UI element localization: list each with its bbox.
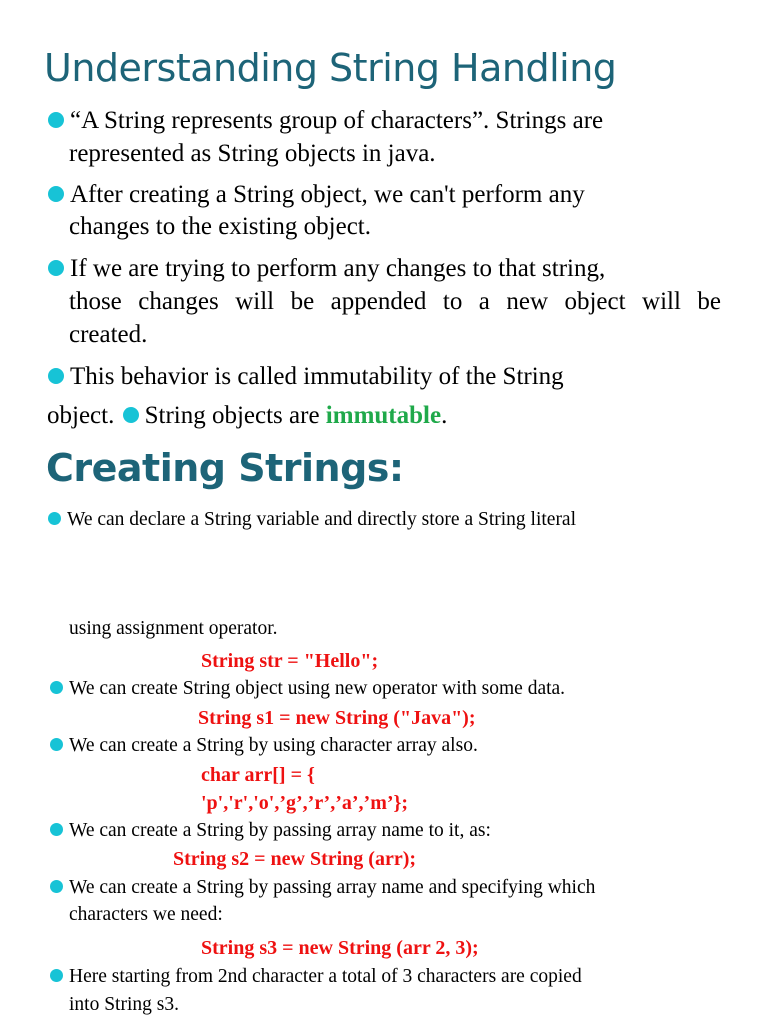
item-6: [48, 964, 582, 990]
item-5-continuation: characters we need:: [69, 904, 223, 925]
bullet-dot-icon: [50, 880, 63, 893]
bullet-4-line-1: This behavior is called immutability of the String: [70, 363, 564, 390]
item-1-continuation: using assignment operator.: [69, 618, 278, 639]
page-title: Understanding String Handling: [44, 46, 617, 90]
bullet-2: [46, 179, 585, 211]
code-example-5: String s3 = new String (arr 2, 3);: [201, 937, 479, 959]
bullet-5-text: String objects are: [144, 402, 320, 429]
item-5-line-1: We can create a String by passing array name and specifying which: [69, 877, 596, 898]
bullet-dot-icon: [123, 407, 139, 423]
bullet-3-line-1: If we are trying to perform any changes to that string,: [70, 255, 606, 282]
bullet-dot-icon: [50, 823, 63, 836]
item-5: [48, 875, 595, 901]
bullet-dot-icon: [48, 260, 64, 276]
bullet-5-period: .: [441, 402, 448, 429]
bullet-dot-icon: [48, 186, 64, 202]
code-example-3-line-2: 'p','r','o',’g’,’r’,’a’,’m’};: [201, 792, 409, 814]
bullet-dot-icon: [48, 112, 64, 128]
code-example-2: String s1 = new String ("Java");: [198, 707, 476, 729]
immutable-highlight: immutable: [325, 402, 442, 429]
item-3-text: We can create a String by using character array also.: [69, 735, 478, 756]
item-1-line-1: We can declare a String variable and directly store a String literal: [67, 509, 577, 530]
bullet-dot-icon: [50, 969, 63, 982]
bullet-dot-icon: [50, 681, 63, 694]
item-2-text: We can create String object using new operator with some data.: [69, 678, 566, 699]
bullet-4: [46, 361, 564, 393]
bullet-1: [46, 105, 603, 137]
item-4-text: We can create a String by passing array name to it, as:: [69, 820, 491, 841]
bullet-dot-icon: [48, 368, 64, 384]
bullet-3: [46, 253, 605, 285]
bullet-1-line-1: “A String represents group of characters”. Strings are: [70, 107, 604, 134]
bullet-4-line-2: object.: [47, 402, 115, 429]
item-4: [48, 818, 491, 844]
bullet-dot-icon: [48, 512, 61, 525]
bullet-dot-icon: [50, 738, 63, 751]
item-6-line-1: Here starting from 2nd character a total of 3 characters are copied: [69, 966, 582, 987]
item-6-continuation: into String s3.: [69, 994, 179, 1015]
bullet-4-and-5: [47, 400, 447, 432]
code-example-4: String s2 = new String (arr);: [173, 848, 417, 870]
bullet-3-continuation-2: created.: [69, 321, 148, 348]
item-3: [48, 733, 478, 759]
bullet-2-line-1: After creating a String object, we can't perform any: [70, 181, 585, 208]
bullet-3-continuation: those changes will be appended to a new object will be: [69, 288, 721, 315]
code-example-1: String str = "Hello";: [201, 650, 379, 672]
item-2: [48, 676, 565, 702]
bullet-2-continuation: changes to the existing object.: [69, 213, 372, 240]
section-heading: Creating Strings:: [46, 446, 404, 490]
bullet-1-continuation: represented as String objects in java.: [69, 140, 436, 167]
code-example-3-line-1: char arr[] = {: [201, 764, 315, 786]
item-1: [46, 507, 576, 533]
